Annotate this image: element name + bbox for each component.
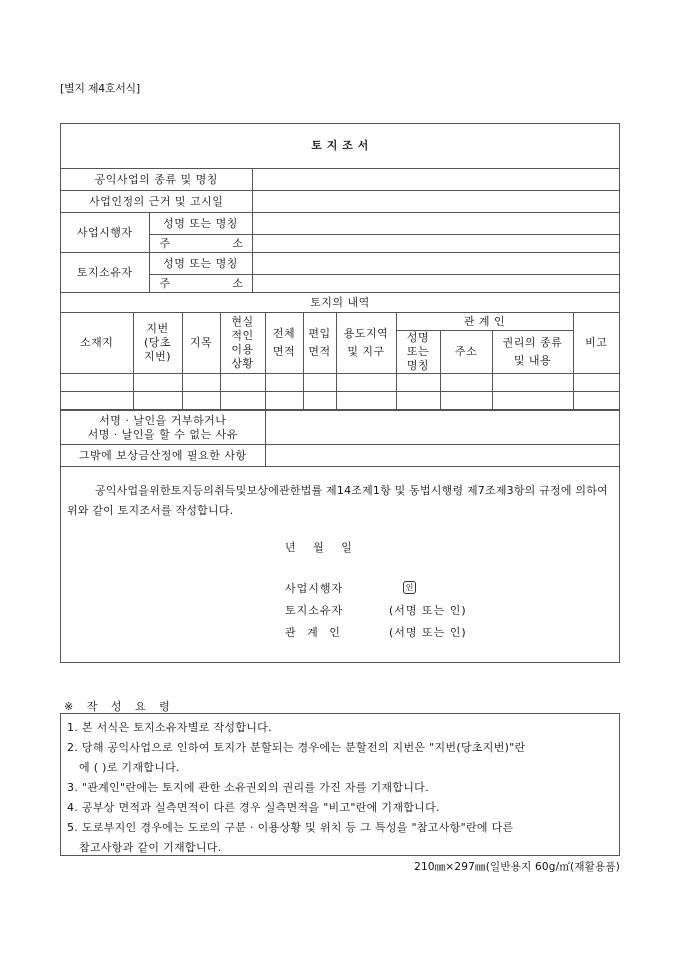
cell-interested-address[interactable]	[440, 374, 492, 392]
refusal-reason-line: 서명 · 날인을 할 수 없는 사유	[87, 427, 238, 441]
owner-name-label: 성명 또는 명칭	[149, 253, 252, 275]
cell-rights[interactable]	[492, 374, 573, 392]
declaration-text: 공익사업을위한토지등의취득및보상에관한법률 제14조제1항 및 동법시행령 제7조제3항의 규정에 의하여 위와 같이 토지조서를 작성합니다.	[67, 484, 608, 517]
signature-role: 사업시행자	[285, 582, 344, 595]
additional-info-table	[61, 410, 619, 466]
address-label-left: 주	[159, 236, 171, 250]
signature-interested-party	[285, 624, 467, 640]
table-row	[61, 392, 619, 410]
land-details-table	[61, 293, 619, 410]
guide-item	[67, 818, 613, 858]
project-type-label: 공익사업의 종류 및 명칭	[61, 169, 252, 191]
signature-role: 관 계 인	[285, 626, 344, 639]
col-actual-use-line: 현실	[231, 315, 254, 328]
cell-lot-number[interactable]	[133, 392, 182, 410]
declaration-statement	[61, 481, 619, 521]
col-zoning-line: 용도지역	[343, 327, 389, 340]
refusal-reason-label	[61, 411, 265, 445]
address-label-left: 주	[159, 276, 171, 290]
col-rights-line: 및 내용	[513, 354, 552, 367]
guide-item-text: 3. "관계인"란에는 토지에 관한 소유권외의 권리를 가진 자를 기재합니다.	[67, 781, 429, 794]
cell-zoning[interactable]	[336, 374, 396, 392]
form-title: 토 지 조 서	[61, 124, 619, 169]
cell-actual-use[interactable]	[220, 392, 265, 410]
land-survey-form	[60, 123, 620, 663]
guide-item	[67, 778, 613, 798]
address-label-right: 소	[232, 236, 244, 250]
guide-item-text: 1. 본 서식은 토지소유자별로 작성합니다.	[67, 721, 272, 734]
guide-item	[67, 738, 613, 778]
guide-item	[67, 718, 613, 738]
col-zoning-line: 및 지구	[347, 345, 385, 358]
other-matters-field[interactable]	[265, 445, 619, 467]
cell-incorporated-area[interactable]	[303, 374, 336, 392]
guide-item-text: 4. 공부상 면적과 실측면적이 다른 경우 실측면적을 "비고"란에 기재합니다.	[67, 801, 440, 814]
col-zoning	[336, 313, 396, 374]
col-lot-number-line: (당초	[143, 336, 172, 349]
refusal-reason-line: 서명 · 날인을 거부하거나	[99, 413, 227, 427]
col-interested-name-line: 또는	[406, 345, 430, 358]
cell-total-area[interactable]	[265, 392, 303, 410]
col-total-area-line: 면적	[272, 345, 296, 358]
col-incorporated-area	[303, 313, 336, 374]
paper-spec-footer: 210㎜×297㎜(일반용지 60g/㎡(재활용품)	[414, 861, 620, 873]
operator-label: 사업시행자	[61, 213, 149, 253]
operator-address-label	[150, 237, 252, 251]
project-basis-field[interactable]	[252, 191, 619, 213]
col-actual-use-line: 이용	[231, 343, 254, 356]
guide-box	[60, 713, 620, 856]
signature-role: 토지소유자	[285, 604, 344, 617]
col-interested-parties: 관 계 인	[396, 313, 573, 331]
col-total-area	[265, 313, 303, 374]
date-line[interactable]: 년 월 일	[285, 541, 352, 554]
guide-item	[67, 798, 613, 818]
operator-name-field[interactable]	[252, 213, 619, 235]
guide-item-continuation: 에 ( )로 기재합니다.	[79, 761, 180, 774]
seal-mark[interactable]: 인	[403, 581, 416, 594]
col-rights	[492, 331, 573, 374]
col-interested-name-line: 명칭	[406, 359, 430, 372]
declaration-section	[61, 466, 619, 662]
cell-total-area[interactable]	[265, 374, 303, 392]
refusal-reason-field[interactable]	[265, 411, 619, 445]
form-number-label: [별지 제4호서식]	[60, 82, 140, 95]
cell-interested-name[interactable]	[396, 374, 440, 392]
guide-item-text: 5. 도로부지인 경우에는 도로의 구분 · 이용상황 및 위치 등 그 특성을 "참고사항"란에 다른	[67, 821, 514, 834]
col-incorporated-area-line: 면적	[308, 345, 331, 358]
col-location: 소재지	[61, 313, 133, 374]
col-remarks: 비고	[573, 313, 619, 374]
col-land-category: 지목	[182, 313, 220, 374]
signature-operator	[285, 580, 414, 596]
col-interested-name-line: 성명	[406, 331, 430, 344]
table-row	[61, 374, 619, 392]
signature-owner	[285, 602, 467, 618]
owner-label: 토지소유자	[61, 253, 149, 293]
col-interested-address: 주소	[440, 331, 492, 374]
form-header-table	[61, 124, 619, 293]
signature-mark[interactable]: (서명 또는 인)	[389, 626, 467, 639]
cell-location[interactable]	[61, 392, 133, 410]
col-lot-number	[133, 313, 182, 374]
col-rights-line: 권리의 종류	[502, 336, 563, 349]
owner-address-label	[150, 277, 252, 291]
col-total-area-line: 전체	[272, 327, 296, 340]
cell-land-category[interactable]	[182, 374, 220, 392]
other-matters-label: 그밖에 보상금산정에 필요한 사항	[61, 445, 265, 467]
cell-incorporated-area[interactable]	[303, 392, 336, 410]
cell-interested-address[interactable]	[440, 392, 492, 410]
cell-zoning[interactable]	[336, 392, 396, 410]
col-actual-use-line: 적인	[231, 329, 254, 342]
col-incorporated-area-line: 편입	[308, 327, 331, 340]
details-section-title: 토지의 내역	[61, 293, 619, 313]
guide-item-continuation: 참고사항과 같이 기재합니다.	[79, 841, 222, 854]
cell-lot-number[interactable]	[133, 374, 182, 392]
operator-address-field[interactable]	[252, 235, 619, 253]
cell-land-category[interactable]	[182, 392, 220, 410]
cell-rights[interactable]	[492, 392, 573, 410]
owner-name-field[interactable]	[252, 253, 619, 275]
col-interested-name	[396, 331, 440, 374]
col-lot-number-line: 지번	[146, 322, 169, 335]
col-actual-use-line: 상황	[231, 357, 254, 370]
address-label-right: 소	[232, 276, 244, 290]
project-type-field[interactable]	[252, 169, 619, 191]
project-basis-label: 사업인정의 근거 및 고시일	[61, 191, 252, 213]
col-actual-use	[220, 313, 265, 374]
cell-location[interactable]	[61, 374, 133, 392]
operator-name-label: 성명 또는 명칭	[149, 213, 252, 235]
cell-actual-use[interactable]	[220, 374, 265, 392]
cell-interested-name[interactable]	[396, 392, 440, 410]
cell-remarks[interactable]	[573, 374, 619, 392]
cell-remarks[interactable]	[573, 392, 619, 410]
guide-title: ※ 작 성 요 령	[64, 700, 175, 713]
signature-mark[interactable]: (서명 또는 인)	[389, 604, 467, 617]
col-lot-number-line: 지번)	[143, 350, 172, 363]
guide-item-text: 2. 당해 공익사업으로 인하여 토지가 분할되는 경우에는 분할전의 지번은 "지번(당초지번)"란	[67, 741, 526, 754]
owner-address-field[interactable]	[252, 275, 619, 293]
